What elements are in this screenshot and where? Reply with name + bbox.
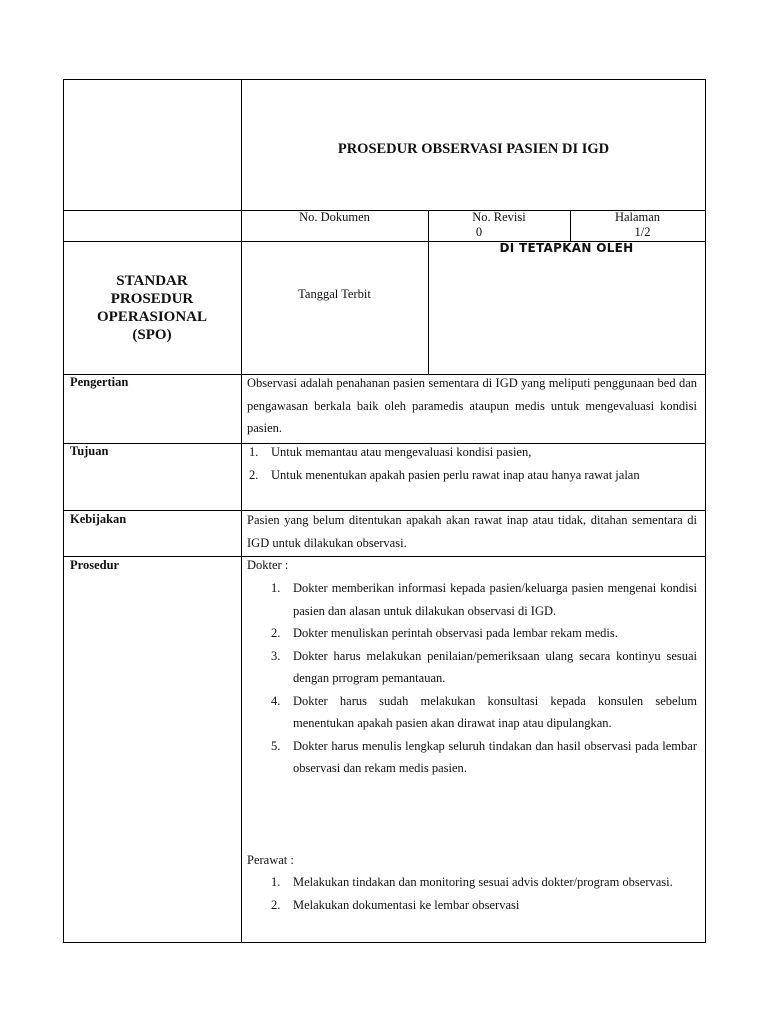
list-item [271, 894, 697, 917]
list-item [271, 577, 697, 622]
list-number: 4. [271, 693, 281, 708]
spo-document [63, 79, 706, 943]
halaman-value: 1/2 [634, 225, 651, 239]
list-item-text: Untuk menentukan apakah pasien perlu rawat inap atau hanya rawat jalan [271, 467, 640, 482]
list-number: 1. [271, 875, 281, 889]
spo-title-line: PROSEDUR [110, 291, 194, 307]
list-item [249, 441, 697, 464]
list-item-text: Dokter harus menulis lengkap seluruh tindakan dan hasil observasi pada lembar observasi dan rekam medis pasien. [293, 738, 697, 775]
list-item [249, 464, 697, 487]
list-number: 1. [271, 581, 281, 595]
list-item-text: Dokter harus sudah melakukan konsultasi kepada konsulen sebelum menentukan apakah pasien akan dirawat inap atau dipulangkan. [293, 693, 697, 730]
spo-title-line: (SPO) [132, 327, 172, 343]
list-item [271, 622, 697, 645]
tujuan-label: Tujuan [70, 444, 109, 458]
tanggal-terbit-label: Tanggal Terbit [298, 287, 371, 301]
list-item-text: Melakukan tindakan dan monitoring sesuai advis dokter/program observasi. [293, 875, 673, 889]
tujuan-list [249, 441, 697, 486]
table-border-top [63, 79, 706, 80]
list-item-text: Melakukan dokumentasi ke lembar observasi [293, 897, 520, 912]
list-item-text: Dokter menuliskan perintah observasi pada lembar rekam medis. [293, 626, 618, 640]
halaman-label: Halaman [614, 210, 661, 224]
kebijakan-text: Pasien yang belum ditentukan apakah akan rawat inap atau tidak, ditahan sementara di IGD untuk dilakukan observasi. [247, 513, 697, 550]
no-revisi-value: 0 [475, 225, 483, 239]
list-item-text: Untuk memantau atau mengevaluasi kondisi pasien, [271, 445, 532, 459]
list-item-text: Dokter harus melakukan penilaian/pemeriksaan ulang secara kontinyu sesuai dengan prrogram pemantauan. [293, 648, 697, 685]
prosedur-label: Prosedur [70, 558, 120, 572]
table-border-left [63, 79, 64, 943]
table-rule [63, 556, 706, 557]
table-column-divider [241, 79, 242, 943]
list-number: 5. [271, 738, 281, 753]
table-border-right [705, 79, 706, 943]
list-item [271, 871, 697, 894]
list-item [271, 690, 697, 735]
no-revisi-label: No. Revisi [472, 210, 526, 224]
list-number: 2. [271, 626, 281, 640]
document-title: PROSEDUR OBSERVASI PASIEN DI IGD [337, 141, 610, 157]
perawat-procedure-list [271, 871, 697, 916]
spo-title-line: OPERASIONAL [96, 309, 208, 325]
ditetapkan-oleh-label: DI TETAPKAN OLEH [499, 241, 634, 255]
spo-title-line: STANDAR [116, 273, 188, 289]
spo-block-title [63, 272, 241, 344]
kebijakan-label: Kebijakan [70, 512, 127, 526]
list-number: 2. [249, 467, 259, 482]
pengertian-label: Pengertian [70, 375, 129, 389]
list-item [271, 735, 697, 780]
list-number: 1. [249, 445, 259, 459]
list-number: 3. [271, 648, 281, 663]
table-border-bottom [63, 942, 706, 943]
list-item-text: Dokter memberikan informasi kepada pasien/keluarga pasien mengenai kondisi pasien dan alasan untuk dilakukan observasi di IGD. [293, 581, 697, 618]
list-number: 2. [271, 897, 281, 912]
dokter-procedure-list [271, 577, 697, 780]
pengertian-text: Observasi adalah penahanan pasien sementara di IGD yang meliputi penggunaan bed dan pengawasan berkala baik oleh paramedis ataupun medis untuk mengevaluasi kondisi pasien. [247, 376, 697, 435]
no-dokumen-label: No. Dokumen [299, 210, 370, 224]
list-item [271, 645, 697, 690]
dokter-heading: Dokter : [247, 558, 289, 572]
perawat-heading: Perawat : [247, 853, 294, 867]
